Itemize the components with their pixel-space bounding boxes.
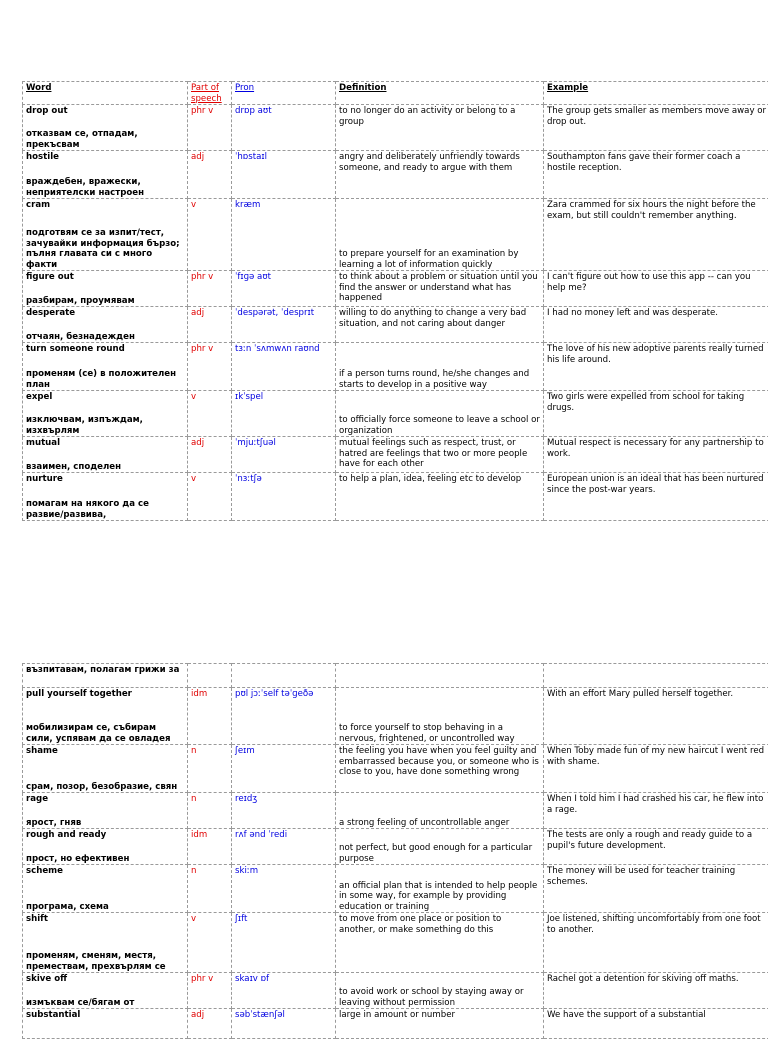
part-of-speech-cell bbox=[188, 664, 232, 688]
translation-block bbox=[26, 415, 184, 436]
pronunciation: skiːm bbox=[235, 866, 258, 876]
vocabulary-table-bottom-body bbox=[23, 664, 768, 1039]
definition: to force yourself to stop behaving in a nervous, frightened, or uncontrolled way bbox=[339, 723, 515, 744]
word-block bbox=[26, 344, 184, 355]
word-cell-content bbox=[26, 866, 184, 912]
word-cell-content bbox=[26, 308, 184, 342]
definition: not perfect, but good enough for a particular purpose bbox=[339, 843, 532, 864]
example-sentence: When I told him I had crashed his car, he flew into a rage. bbox=[547, 794, 763, 815]
part-of-speech-cell bbox=[188, 973, 232, 1009]
bulgarian-translation: подготвям се за изпит/тест, зачувайки информация бързо; пълня главата си с много факти bbox=[26, 228, 184, 270]
translation-block bbox=[26, 296, 184, 307]
example-cell bbox=[544, 913, 768, 973]
word-block bbox=[26, 830, 184, 841]
part-of-speech: adj bbox=[191, 438, 204, 448]
word-block bbox=[26, 1010, 184, 1021]
pronunciation-cell bbox=[232, 473, 336, 521]
word-cell-content bbox=[26, 689, 184, 744]
definition: an official plan that is intended to help people in some way, for example by providing education or training bbox=[339, 881, 537, 912]
part-of-speech: phr v bbox=[191, 272, 213, 282]
word-cell bbox=[23, 973, 188, 1009]
example-sentence: Rachel got a detention for skiving off maths. bbox=[547, 974, 739, 984]
pronunciation-cell bbox=[232, 151, 336, 199]
pronunciation: ˈmjuːtʃuəl bbox=[235, 438, 276, 448]
headword: mutual bbox=[26, 438, 184, 449]
pronunciation-cell bbox=[232, 307, 336, 343]
definition: to think about a problem or situation until you find the answer or understand what has happened bbox=[339, 272, 538, 303]
pronunciation-cell bbox=[232, 271, 336, 307]
table-header-row bbox=[23, 82, 768, 105]
vocab-row bbox=[23, 343, 768, 391]
part-of-speech: idm bbox=[191, 689, 207, 699]
example-sentence: Zara crammed for six hours the night before the exam, but still couldn't remember anything. bbox=[547, 200, 756, 221]
word-cell bbox=[23, 664, 188, 688]
definition-cell bbox=[336, 391, 544, 437]
pronunciation-cell bbox=[232, 343, 336, 391]
translation-block bbox=[26, 998, 184, 1009]
part-of-speech: n bbox=[191, 746, 196, 756]
word-cell-content bbox=[26, 914, 184, 972]
headword: scheme bbox=[26, 866, 184, 877]
header-pron-cell bbox=[232, 82, 336, 105]
word-cell bbox=[23, 829, 188, 865]
pronunciation: ʃɪft bbox=[235, 914, 247, 924]
word-cell bbox=[23, 271, 188, 307]
definition: willing to do anything to change a very bad situation, and not caring about danger bbox=[339, 308, 526, 329]
example-cell bbox=[544, 105, 768, 151]
bulgarian-translation: измъквам се/бягам от bbox=[26, 998, 184, 1009]
pronunciation-cell bbox=[232, 793, 336, 829]
vocab-row bbox=[23, 865, 768, 913]
pronunciation-cell bbox=[232, 829, 336, 865]
word-block bbox=[26, 914, 184, 925]
word-cell bbox=[23, 865, 188, 913]
headword: desperate bbox=[26, 308, 184, 319]
word-cell-content bbox=[26, 392, 184, 436]
vocabulary-table-bottom bbox=[22, 663, 768, 1039]
example-cell bbox=[544, 973, 768, 1009]
word-cell bbox=[23, 437, 188, 473]
bulgarian-translation: враждебен, вражески, неприятелски настроен bbox=[26, 177, 184, 198]
definition-cell bbox=[336, 745, 544, 793]
vocab-row bbox=[23, 913, 768, 973]
definition-cell bbox=[336, 973, 544, 1009]
headword: turn someone round bbox=[26, 344, 184, 355]
definition-cell bbox=[336, 688, 544, 745]
example-cell bbox=[544, 688, 768, 745]
word-cell bbox=[23, 343, 188, 391]
word-cell-content bbox=[26, 152, 184, 198]
header-example: Example bbox=[547, 83, 588, 93]
bulgarian-translation: променям, сменям, местя, премествам, прехвърлям се bbox=[26, 951, 184, 972]
bulgarian-translation: изключвам, изпъждам, изхвърлям bbox=[26, 415, 184, 436]
headword: hostile bbox=[26, 152, 184, 163]
header-example-cell bbox=[544, 82, 768, 105]
word-cell-content bbox=[26, 106, 184, 150]
word-block bbox=[26, 438, 184, 449]
vocab-row bbox=[23, 271, 768, 307]
vocab-row bbox=[23, 793, 768, 829]
part-of-speech: n bbox=[191, 866, 196, 876]
word-block bbox=[26, 200, 184, 211]
word-block bbox=[26, 152, 184, 163]
word-cell-content bbox=[26, 438, 184, 472]
bulgarian-translation: ярост, гняв bbox=[26, 818, 184, 829]
pronunciation: səbˈstænʃəl bbox=[235, 1010, 285, 1020]
word-block bbox=[26, 106, 184, 117]
word-block bbox=[26, 272, 184, 283]
pronunciation: pʊl jɔːˈself təˈɡeðə bbox=[235, 689, 313, 699]
word-cell bbox=[23, 793, 188, 829]
pronunciation: kræm bbox=[235, 200, 260, 210]
bulgarian-translation: отказвам се, отпадам, прекъсвам bbox=[26, 129, 184, 150]
vocab-row bbox=[23, 829, 768, 865]
pronunciation-cell bbox=[232, 865, 336, 913]
example-sentence: The tests are only a rough and ready guide to a pupil's future development. bbox=[547, 830, 752, 851]
definition: mutual feelings such as respect, trust, or hatred are feelings that two or more people have for each other bbox=[339, 438, 527, 469]
example-sentence: The love of his new adoptive parents really turned his life around. bbox=[547, 344, 764, 365]
bulgarian-translation: помагам на някого да се развие/развива, bbox=[26, 499, 184, 520]
part-of-speech-cell bbox=[188, 745, 232, 793]
header-definition-cell bbox=[336, 82, 544, 105]
headword: nurture bbox=[26, 474, 184, 485]
example-cell bbox=[544, 307, 768, 343]
definition-cell bbox=[336, 793, 544, 829]
pronunciation: tɜːn ˈsʌmwʌn raʊnd bbox=[235, 344, 320, 354]
bulgarian-translation: взаимен, споделен bbox=[26, 462, 184, 473]
translation-block bbox=[26, 462, 184, 473]
definition: to prepare yourself for an examination by learning a lot of information quickly bbox=[339, 249, 518, 270]
pronunciation-cell bbox=[232, 688, 336, 745]
bulgarian-translation: променям (се) в положителен план bbox=[26, 369, 184, 390]
translation-block bbox=[26, 129, 184, 150]
vocabulary-table-top bbox=[22, 81, 768, 521]
vocab-row bbox=[23, 199, 768, 271]
bulgarian-translation: разбирам, проумявам bbox=[26, 296, 184, 307]
bulgarian-translation: програма, схема bbox=[26, 902, 184, 913]
definition: if a person turns round, he/she changes and starts to develop in a positive way bbox=[339, 369, 529, 390]
vocab-row bbox=[23, 973, 768, 1009]
vocab-row bbox=[23, 664, 768, 688]
translation-block bbox=[26, 902, 184, 913]
definition: the feeling you have when you feel guilty and embarrassed because you, or someone who is close to you, have done something wrong bbox=[339, 746, 539, 777]
vocab-row bbox=[23, 437, 768, 473]
part-of-speech-cell bbox=[188, 688, 232, 745]
header-part-of-speech: Part of speech bbox=[191, 83, 222, 104]
header-pos-cell bbox=[188, 82, 232, 105]
pronunciation: ˈfɪɡə aʊt bbox=[235, 272, 271, 282]
bulgarian-translation: отчаян, безнадежден bbox=[26, 332, 184, 343]
pronunciation-cell bbox=[232, 437, 336, 473]
translation-block bbox=[26, 228, 184, 270]
example-cell bbox=[544, 271, 768, 307]
pronunciation: reɪdʒ bbox=[235, 794, 257, 804]
word-block bbox=[26, 474, 184, 485]
example-cell bbox=[544, 664, 768, 688]
example-cell bbox=[544, 199, 768, 271]
part-of-speech-cell bbox=[188, 271, 232, 307]
part-of-speech: phr v bbox=[191, 344, 213, 354]
headword: cram bbox=[26, 200, 184, 211]
headword: rough and ready bbox=[26, 830, 184, 841]
example-sentence: I had no money left and was desperate. bbox=[547, 308, 718, 318]
pronunciation: rʌf ənd ˈredi bbox=[235, 830, 287, 840]
example-cell bbox=[544, 391, 768, 437]
vocab-row bbox=[23, 105, 768, 151]
definition: to avoid work or school by staying away or leaving without permission bbox=[339, 987, 524, 1008]
word-cell-content bbox=[26, 830, 184, 864]
vocab-row bbox=[23, 307, 768, 343]
part-of-speech-cell bbox=[188, 437, 232, 473]
definition: to no longer do an activity or belong to a group bbox=[339, 106, 515, 127]
example-sentence: The group gets smaller as members move away or drop out. bbox=[547, 106, 766, 127]
part-of-speech: phr v bbox=[191, 974, 213, 984]
example-cell bbox=[544, 745, 768, 793]
translation-block bbox=[26, 951, 184, 972]
word-cell bbox=[23, 105, 188, 151]
word-cell-content bbox=[26, 974, 184, 1008]
translation-block bbox=[26, 369, 184, 390]
part-of-speech: adj bbox=[191, 308, 204, 318]
vocabulary-table-top-body bbox=[23, 82, 768, 521]
part-of-speech: adj bbox=[191, 1010, 204, 1020]
example-cell bbox=[544, 865, 768, 913]
word-block bbox=[26, 794, 184, 805]
part-of-speech: idm bbox=[191, 830, 207, 840]
example-sentence: The money will be used for teacher training schemes. bbox=[547, 866, 735, 887]
bulgarian-translation: мобилизирам се, събирам сили, успявам да се овладея bbox=[26, 723, 184, 744]
word-block bbox=[26, 308, 184, 319]
definition-cell bbox=[336, 829, 544, 865]
word-cell-content bbox=[26, 272, 184, 306]
definition-cell bbox=[336, 307, 544, 343]
word-cell bbox=[23, 307, 188, 343]
word-block bbox=[26, 392, 184, 403]
pronunciation: ˈhɒstaɪl bbox=[235, 152, 267, 162]
definition-cell bbox=[336, 105, 544, 151]
pronunciation-cell bbox=[232, 913, 336, 973]
headword: rage bbox=[26, 794, 184, 805]
pronunciation: ɪkˈspel bbox=[235, 392, 263, 402]
pronunciation: drɒp aʊt bbox=[235, 106, 272, 116]
word-block bbox=[26, 866, 184, 877]
definition: large in amount or number bbox=[339, 1010, 455, 1020]
example-cell bbox=[544, 793, 768, 829]
translation-block bbox=[26, 854, 184, 865]
vocab-row bbox=[23, 151, 768, 199]
part-of-speech-cell bbox=[188, 865, 232, 913]
definition: angry and deliberately unfriendly towards someone, and ready to argue with them bbox=[339, 152, 520, 173]
translation-block bbox=[26, 332, 184, 343]
part-of-speech-cell bbox=[188, 105, 232, 151]
pronunciation: ʃeɪm bbox=[235, 746, 255, 756]
part-of-speech-cell bbox=[188, 199, 232, 271]
definition-cell bbox=[336, 151, 544, 199]
definition: to move from one place or position to another, or make something do this bbox=[339, 914, 501, 935]
word-cell bbox=[23, 688, 188, 745]
headword: shame bbox=[26, 746, 184, 757]
definition-cell bbox=[336, 343, 544, 391]
part-of-speech: adj bbox=[191, 152, 204, 162]
header-pronunciation: Pron bbox=[235, 83, 254, 93]
part-of-speech-cell bbox=[188, 151, 232, 199]
word-cell-content bbox=[26, 665, 184, 687]
part-of-speech-cell bbox=[188, 793, 232, 829]
example-cell bbox=[544, 473, 768, 521]
word-cell bbox=[23, 391, 188, 437]
part-of-speech-cell bbox=[188, 391, 232, 437]
pronunciation: ˈdespərət, ˈdesprɪt bbox=[235, 308, 314, 318]
part-of-speech: v bbox=[191, 914, 196, 924]
word-cell bbox=[23, 745, 188, 793]
word-cell-content bbox=[26, 746, 184, 792]
definition-cell bbox=[336, 865, 544, 913]
definition: to help a plan, idea, feeling etc to develop bbox=[339, 474, 521, 484]
translation-block bbox=[26, 177, 184, 198]
example-cell bbox=[544, 437, 768, 473]
definition-cell bbox=[336, 473, 544, 521]
word-cell-content bbox=[26, 794, 184, 828]
definition-cell bbox=[336, 913, 544, 973]
part-of-speech: v bbox=[191, 474, 196, 484]
word-cell bbox=[23, 199, 188, 271]
example-sentence: I can't figure out how to use this app -- can you help me? bbox=[547, 272, 751, 293]
pronunciation-cell bbox=[232, 199, 336, 271]
word-cell-content bbox=[26, 1010, 184, 1038]
vocab-row bbox=[23, 745, 768, 793]
pronunciation-cell bbox=[232, 664, 336, 688]
pronunciation-cell bbox=[232, 105, 336, 151]
example-sentence: Two girls were expelled from school for taking drugs. bbox=[547, 392, 744, 413]
part-of-speech: n bbox=[191, 794, 196, 804]
word-block bbox=[26, 689, 184, 700]
word-cell bbox=[23, 473, 188, 521]
header-word-cell bbox=[23, 82, 188, 105]
example-sentence: We have the support of a substantial bbox=[547, 1010, 706, 1020]
pronunciation-cell bbox=[232, 391, 336, 437]
part-of-speech-cell bbox=[188, 829, 232, 865]
vocab-row bbox=[23, 391, 768, 437]
vocab-row bbox=[23, 473, 768, 521]
example-sentence: Joe listened, shifting uncomfortably from one foot to another. bbox=[547, 914, 761, 935]
pronunciation-cell bbox=[232, 973, 336, 1009]
pronunciation: skaɪv ɒf bbox=[235, 974, 269, 984]
headword: pull yourself together bbox=[26, 689, 184, 700]
example-cell bbox=[544, 343, 768, 391]
part-of-speech: v bbox=[191, 392, 196, 402]
word-cell bbox=[23, 913, 188, 973]
headword: expel bbox=[26, 392, 184, 403]
word-block bbox=[26, 974, 184, 985]
example-sentence: Mutual respect is necessary for any partnership to work. bbox=[547, 438, 764, 459]
example-cell bbox=[544, 829, 768, 865]
headword: drop out bbox=[26, 106, 184, 117]
part-of-speech-cell bbox=[188, 307, 232, 343]
pronunciation-cell bbox=[232, 745, 336, 793]
definition-cell bbox=[336, 199, 544, 271]
example-cell bbox=[544, 151, 768, 199]
definition-cell bbox=[336, 664, 544, 688]
translation-block bbox=[26, 499, 184, 520]
word-cell-content bbox=[26, 200, 184, 270]
translation-block bbox=[26, 818, 184, 829]
bulgarian-translation: прост, но ефективен bbox=[26, 854, 184, 865]
bulgarian-translation: срам, позор, безобразие, свян bbox=[26, 782, 184, 793]
bulgarian-translation: възпитавам, полагам грижи за bbox=[26, 665, 184, 676]
definition-cell bbox=[336, 437, 544, 473]
word-cell-content bbox=[26, 474, 184, 520]
header-definition: Definition bbox=[339, 83, 386, 93]
example-sentence: Southampton fans gave their former coach a hostile reception. bbox=[547, 152, 740, 173]
example-sentence: European union is an ideal that has been nurtured since the post-war years. bbox=[547, 474, 764, 495]
example-sentence: With an effort Mary pulled herself together. bbox=[547, 689, 733, 699]
word-block bbox=[26, 746, 184, 757]
part-of-speech: phr v bbox=[191, 106, 213, 116]
vocab-row bbox=[23, 688, 768, 745]
definition: a strong feeling of uncontrollable anger bbox=[339, 818, 509, 828]
word-cell-content bbox=[26, 344, 184, 390]
headword: skive off bbox=[26, 974, 184, 985]
word-block bbox=[26, 665, 184, 676]
part-of-speech: v bbox=[191, 200, 196, 210]
translation-block bbox=[26, 782, 184, 793]
headword: substantial bbox=[26, 1010, 184, 1021]
definition-cell bbox=[336, 271, 544, 307]
translation-block bbox=[26, 723, 184, 744]
example-sentence: When Toby made fun of my new haircut I went red with shame. bbox=[547, 746, 764, 767]
part-of-speech-cell bbox=[188, 913, 232, 973]
part-of-speech-cell bbox=[188, 343, 232, 391]
headword: shift bbox=[26, 914, 184, 925]
part-of-speech-cell bbox=[188, 473, 232, 521]
pronunciation: ˈnɜːtʃə bbox=[235, 474, 262, 484]
definition: to officially force someone to leave a school or organization bbox=[339, 415, 540, 436]
header-word: Word bbox=[26, 83, 51, 93]
word-cell bbox=[23, 151, 188, 199]
headword: figure out bbox=[26, 272, 184, 283]
